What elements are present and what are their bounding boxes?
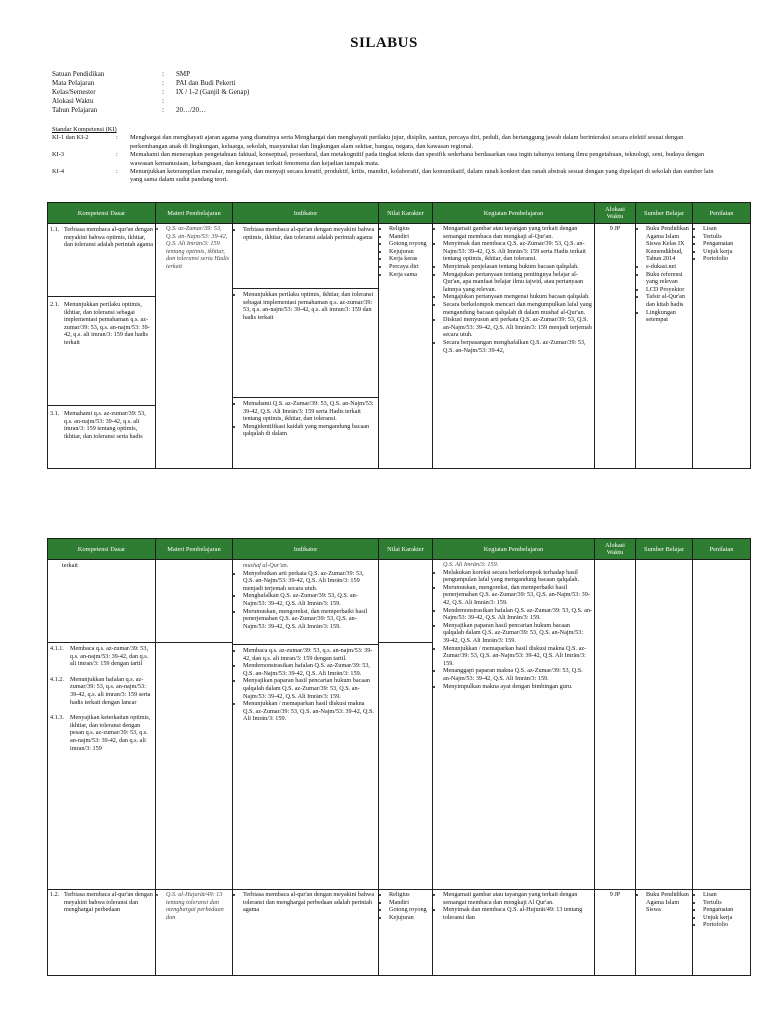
kegiatan-item: • Mendemonstrasikan hafalan Q.S. az-Zumar/39: 53, Q.S. an-Najm/53: 39-42, Q.S. Ali Imrān/3: 159. [443,607,592,622]
document-title: SILABUS [350,35,418,51]
kegiatan-item: • Secara berpasangan menghafalkan Q.S. az-Zumar/39: 53, Q.S. an-Najm/53: 39-42, [443,339,592,354]
nilai-karakter-item: • Gotong royong [389,906,430,914]
kd-item: 3.1. Memahami q.s. az-zumar/39: 53, q.s. an-najm/53: 39-42, q.s. ali imran/3: 159 tentang optimis, ikhtiar, dan toleransi serta hadis [50,410,146,440]
kegiatan-item: • Menyimak dan membaca Q.S. az-Zumar/39: 53, Q.S. an-Najm/53: 39-42, Q.S. Ali Imrān/3: 159 serta Hadis terkait tentang optimis, ikhtiar, dan toleransi. [443,240,592,263]
penilaian-item: • Pengamatan [703,906,748,914]
kegiatan-item: • Mengamati gambar atau tayangan yang terkait dengan semangat membaca dan mengkaji Al Qur'an. [443,891,592,906]
col-kompetensi-dasar: Kompetensi Dasar [48,539,156,560]
meta-label: Satuan Pendidikan [52,70,105,78]
col-kegiatan: Kegiatan Pembelajaran [433,203,595,224]
sumber-cell [636,560,693,890]
indikator-item: • Menghafalkan Q.S. az-Zumar/39: 53, Q.S. an-Najm/53: 39-42, Q.S. Ali Imrān/3: 159. [243,592,376,607]
col-indikator: Indikator [233,203,379,224]
nilai-cell [379,560,433,890]
col-nilai-karakter: Nilai Karakter [379,539,433,560]
nilai-karakter-item: • Religius [389,225,430,233]
indikator-item: • Menunjukkan / memaparkan hasil diskusi makna Q.S. az-Zumar/39: 53, Q.S. an-Najm/53: 39-42, Q.S. Ali Imrān/3: 159. [243,700,376,723]
table-row [48,560,751,890]
kd-item: 4.1.1. Membaca q.s. az-zumar/39: 53, q.s. an-najm/53: 39-42, dan q.s. ali imran/3: 159 dengan tartil [50,645,149,668]
meta-value: 20…/20… [176,106,206,114]
meta-label: Alokasi Waktu [52,97,94,105]
kegiatan-item: • Menyimak dan membaca Q.S. al-Hujurāt/49: 13 tentang toleransi dan [443,906,592,921]
kd-continued: terkait [62,562,78,569]
meta-value: IX / 1-2 (Ganjil & Genap) [176,88,250,96]
kegiatan-item: • Diskusi menyusun arti perkata Q.S. az-Zumar/39: 53, Q.S. an-Najm/53: 39-42, Q.S. Ali Imrān/3: 159 menjadi terjemah secara utuh. [443,316,592,339]
kegiatan-cell [433,224,595,469]
sumber-cell [636,890,693,976]
kd-item: 2.1. Menunjukkan perilaku optimis, ikhtiar, dan toleransi sebagai implementasi pemahaman q.s. az-zumar/39: 53, q.s. an-najm/53: 39-42, q.s. ali imran/3: 159 dan hadis terkait [48,299,155,406]
indikator-item: • Menyebutkan arti perkata Q.S. az-Zumar/39: 53, Q.S. an-Najm/53: 39-42, Q.S. Ali Imrān/3: 159 menjadi terjemah secara utuh. [243,570,376,593]
kegiatan-cell [433,890,595,976]
penilaian-item: • Portofolio [703,255,748,263]
kegiatan-item: • Menyajikan paparan hasil pencarian hukum bacaan qalqalah dalam Q.S. az-Zumar/39: 53, Q.S. an-Najm/53: 39-42, Q.S. Ali Imrān/3: 159. [443,622,592,645]
indikator-item: • Menyajikan paparan hasil pencarian hukum bacaan qalqalah dalam Q.S. az-Zumar/39: 53, Q.S. an-Najm/53: 39-42, Q.S. Ali Imrān/3: 159. [243,677,376,700]
col-sumber: Sumber Belajar [636,203,693,224]
kegiatan-item: • Menunjukkan / memaparkan hasil diskusi makna Q.S. az-Zumar/39: 53, Q.S. an-Najm/53: 39-42, Q.S. Ali Imrān/3: 159. [443,645,592,668]
ki-text: Menghargai dan menghayati ajaran agama yang dianutnya serta Menghargai dan menghayati perilaku jujur, disiplin, santun, percaya diri, peduli, dan bertanggung jawab dalam berinteraksi secara efektif sesuai dengan perkembangan anak di lingkungan, keluarga, sekolah, masyarakat dan lingkungan alam sekitar, bangsa, negara, dan kawasan regional. [130,134,684,150]
kegiatan-continued: Q.S. Ali Imrān/3: 159. [443,561,499,568]
meta-label: Tahun Pelajaran [52,106,98,114]
table-row [48,890,751,976]
kd-cell [48,890,156,976]
penilaian-item: • Unjuk kerja [703,914,748,922]
penilaian-item: • Lisan [703,891,748,899]
col-materi: Materi Pembelajaran [156,539,233,560]
nilai-cell [379,890,433,976]
table-row [48,224,751,469]
syllabus-table-2 [47,538,751,976]
indikator-item: • Memahami Q.S. az-Zumar/39: 53, Q.S. an-Najm/53: 39-42, Q.S. Ali Imrān/3: 159 serta Hadis terkait tentang optimis, ikhtiar, dan toleransi. [243,400,376,423]
penilaian-cell [693,890,751,976]
col-sumber: Sumber Belajar [636,539,693,560]
ki-heading: Standar Kompetensi (KI) [52,126,117,133]
table-header-row [48,203,751,224]
sumber-item: • Buku Pendidikan Agama Islam Siswa [646,891,690,914]
kegiatan-item: • Merumuskan, mengoreksi, dan memperbaiki hasil penerjemahan Q.S. az-Zumar/39: 53, Q.S. an-Najm/53: 39-42, Q.S. Ali Imrān/3: 159. [443,584,592,607]
indikator-item: • Mengidentifikasi kaidah yang mengandung bacaan qalqalah di dalam [243,423,376,438]
penilaian-item: • Tertulis [703,899,748,907]
nilai-karakter-item: • Mandiri [389,233,430,241]
materi-cell [156,224,233,469]
penilaian-item: • Tertulis [703,233,748,241]
sumber-item: • Buku referensi yang relevan [646,271,690,286]
materi-cell [156,560,233,890]
kd-item: 4.1.3. Menyajikan keterkaitan optimis, ikhtiar, dan toleransi dengan pesan q.s. az-zumar/39: 53, q.s. an-najm/53: 39-42, dan q.s. ali imran/3: 159 [50,714,151,752]
ki-text: Menunjukkan keterampilan menalar, mengolah, dan menyaji secara kreatif, produktif, kritis, mandiri, kolaboratif, dan komunikatif, dalam ranah konkret dan ranah abstrak sesuai dengan yang dipelajari di sekolah dan sumber lain yang sama dalam sudut pandang teori. [130,168,714,184]
indikator-cell [233,890,379,976]
nilai-karakter-item: • Religius [389,891,430,899]
indikator-item: • Merumuskan, mengoreksi, dan memperbaiki hasil penerjemahan Q.S. az-Zumar/39: 53, Q.S. an-Najm/53: 39-42, Q.S. Ali Imrān/3: 159. [243,608,376,631]
col-nilai-karakter: Nilai Karakter [379,203,433,224]
ki-text: Memahami dan menerapkan pengetahuan faktual, konseptual, prosedural, dan metakognitif pada tingkat teknis dan spesifik sederhana berdasarkan rasa ingin tahunya tentang ilmu pengetahuan, teknologi, seni, budaya dengan wawasan kemanusiaan, kebangsaan, dan kenegaraan terkait fenomena dan kejadian tampak mata. [130,151,705,167]
penilaian-cell [693,224,751,469]
nilai-karakter-item: • Kerja keras [389,255,430,263]
nilai-karakter-item: • Gotong royong [389,240,430,248]
col-indikator: Indikator [233,539,379,560]
indikator-item: • Terbiasa membaca al-qur'an dengan meyakini bahwa optimis, ikhtiar, dan toleransi adalah perintah agama [243,226,376,241]
syllabus-table-1 [47,202,751,469]
materi-text: • Q.S. az-Zumar/39: 53, Q.S. an-Najm/53: 39-42, Q.S. Ali Imrān/3: 159 tentang optimis, ikhtiar, dan toleransi serta Hadis terkait [166,225,230,271]
kegiatan-cell [433,560,595,890]
sumber-item: • Lingkungan setempat [646,309,690,324]
sumber-item: • LCD Proyektor [646,286,690,294]
kegiatan-item: • Menyimpulkan makna ayat dengan bimbingan guru. [443,683,592,691]
sumber-item: • e-dukasi.net [646,263,690,271]
nilai-karakter-item: • Percaya diri [389,263,430,271]
penilaian-item: • Lisan [703,225,748,233]
sumber-cell [636,224,693,469]
ki-label: KI-3 [52,151,65,159]
indikator-item: • Mendemonstrasikan hafalan Q.S. az-Zumar/39: 53, Q.S. an-Najm/53: 39-42, Q.S. Ali Imrān/3: 159. [243,662,376,677]
col-materi: Materi Pembelajaran [156,203,233,224]
alokasi-cell: 9 JP [595,224,636,469]
kegiatan-item: • Melakukan koreksi secara berkelompok terhadap hasil pengumpulan lafal yang mengandung bacaan qalqalah. [443,569,592,584]
nilai-karakter-item: • Kejujuran [389,248,430,256]
nilai-karakter-item: • Mandiri [389,899,430,907]
kd-item: 1.2. Terbiasa membaca al-qur'an dengan meyakini bahwa toleransi dan menghargai perbedaan [50,891,153,914]
ki-label: KI-4 [52,168,65,176]
alokasi-cell: 9 JP [595,890,636,976]
kd-item: 1.1. Terbiasa membaca al-qur'an dengan meyakini bahwa optimis, ikhtiar, dan toleransi adalah perintah agama [48,224,155,297]
sumber-item: • Buku Pendidikan Agama Islam Siswa Kelas IX Kemendikbud, Tahun 2014 [646,225,690,263]
alokasi-cell [595,560,636,890]
nilai-karakter-item: • Kejujuran [389,914,430,922]
penilaian-item: • Portofolio [703,921,748,929]
ki-label: KI-1 dan KI-2 [52,134,89,142]
col-kompetensi-dasar: Kompetensi Dasar [48,203,156,224]
penilaian-cell [693,560,751,890]
meta-value: SMP [176,70,191,78]
penilaian-item: • Unjuk kerja [703,248,748,256]
col-alokasi: Alokasi Waktu [595,203,636,224]
kd-cell [48,560,156,890]
kegiatan-item: • Secara berkelompok mencari dan mengumpulkan lafal yang mengandung bacaan qalqalah di dalam mushaf al-Qur'an. [443,301,592,316]
kegiatan-item: • Mengajukan pertanyaan mengenai hukum bacaan qalqalah. [443,293,592,301]
table-header-row [48,539,751,560]
kd-item: 4.1.2. Menunjukkan hafalan q.s. az-zumar/39: 53, q.s. an-najm/53: 39-42, q.s. ali imran/3: 159 serta hadis terkait dengan lancar [50,675,151,706]
nilai-cell [379,224,433,469]
sumber-item: • Tafsir al-Qur'an dan kitab hadis [646,293,690,308]
indikator-item: • Menunjukkan perilaku optimis, ikhtiar, dan toleransi sebagai implementasi pemahaman q.s. az-zumar/39: 53, q.s. an-najm/53: 39-42, q.s. ali imran/3: 159 dan hadis terkait [243,291,376,321]
indikator-continued: mushaf al-Qur'an. [243,562,289,569]
col-kegiatan: Kegiatan Pembelajaran [433,539,595,560]
materi-cell [156,890,233,976]
meta-label: Mata Pelajaran [52,79,95,87]
nilai-karakter-item: • Kerja sama [389,271,430,279]
kegiatan-item: • Menanggapi paparan makna Q.S. az-Zumar/39: 53, Q.S. an-Najm/53: 39-42, Q.S. Ali Imrān/3: 159. [443,667,592,682]
materi-text: • Q.S. al-Hujurāt/49: 13 tentang toleransi dan menghargai perbedaan dan [166,891,230,921]
col-penilaian: Penilaian [693,539,751,560]
ki-block: Standar Kompetensi (KI) KI-1 dan KI-2 : Menghargai dan menghayati ajaran agama yang dianutnya serta Menghargai dan menghayati perilaku jujur, disiplin, santun, percaya diri, peduli, dan bertanggung jawab dalam berinteraksi secara efektif sesuai dengan perkembangan anak di lingkungan, keluarga, sekolah, masyarakat dan lingkungan alam sekitar, bangsa, negara, dan kawasan regional. KI-3 : Memahami dan menerapkan pengetahuan faktual, konseptual, prosedural, dan metakognitif pada tingkat teknis dan spesifik sederhana berdasarkan rasa ingin tahunya tentang ilmu pengetahuan, teknologi, seni, budaya dengan wawasan kemanusiaan, kebangsaan, dan kenegaraan terkait fenomena dan kejadian tampak mata. KI-4 : Menunjukkan keterampilan menalar, mengolah, dan menyaji secara kreatif, produktif, kritis, mandiri, kolaboratif, dan komunikatif, dalam ranah konkret dan ranah abstrak sesuai dengan yang dipelajari di sekolah dan sumber lain yang sama dalam sudut pandang teori. [52,126,717,185]
indikator-cell [233,560,379,890]
kegiatan-item: • Menyimak penjelasan tentang hukum bacaan qalqalah. [443,263,592,271]
col-penilaian: Penilaian [693,203,751,224]
meta-block: Satuan Pendidikan : SMP Mata Pelajaran : PAI dan Budi Pekerti Kelas/Semester : IX / 1-2 (Ganjil & Genap) Alokasi Waktu : Tahun Pelajaran : 20…/20… [52,70,250,114]
penilaian-item: • Pengamatan [703,240,748,248]
indikator-item: • Membaca q.s. az-zumar/39: 53, q.s. an-najm/53: 39-42, dan q.s. ali imran/3: 159 dengan tartil. [243,647,376,662]
kegiatan-item: • Mengamati gambar atau tayangan yang terkait dengan semangat membaca dan mengkaji al-Qur'an. [443,225,592,240]
indikator-item: • Terbiasa membaca al-qur'an dengan meyakini bahwa toleransi dan menghargai perbedaan adalah perintah agama [243,891,376,914]
meta-label: Kelas/Semester [52,88,96,96]
indikator-cell [233,224,379,469]
col-alokasi: Alokasi Waktu [595,539,636,560]
meta-value: PAI dan Budi Pekerti [176,79,236,87]
kegiatan-item: • Mengajukan pertanyaan tentang pentingnya belajar al-Qur'an, apa manfaat belajar ilmu tajwid, atau pertanyaan lainnya yang relevan. [443,271,592,294]
